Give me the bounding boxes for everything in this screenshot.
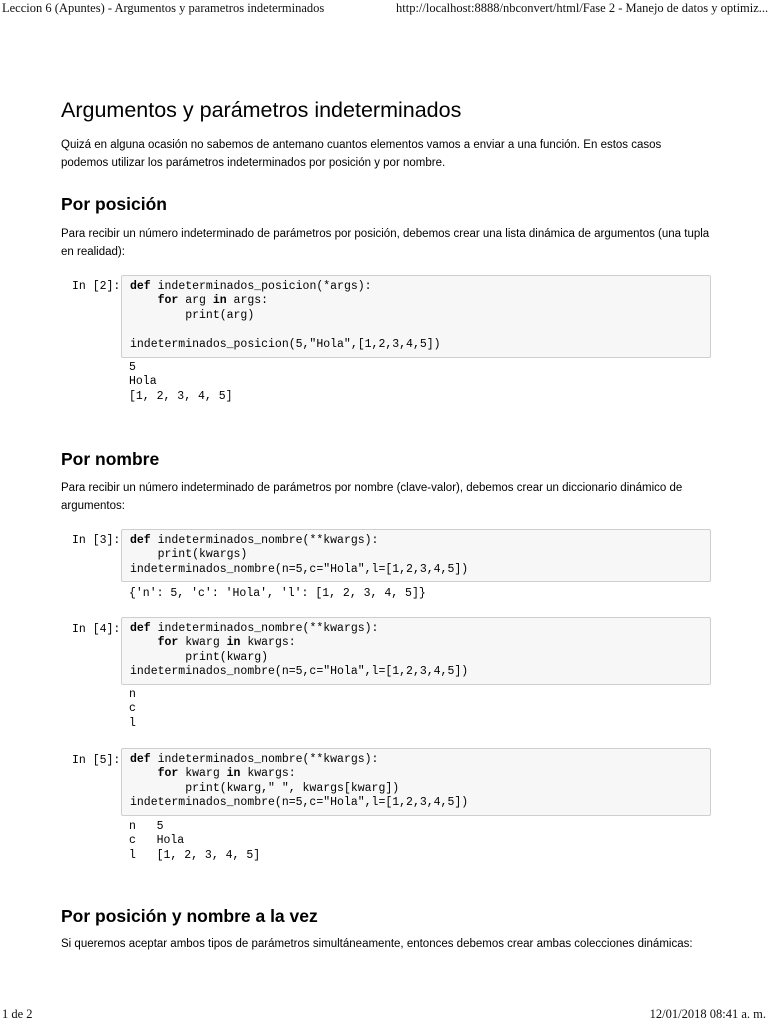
code-text: print(kwargs) [130,548,248,562]
code-keyword: in [226,636,241,650]
page-number: 1 de 2 [2,1007,33,1021]
code-text [130,767,158,780]
code-text: kwargs: [240,636,296,650]
section-heading-nombre: Por nombre [61,449,160,469]
output-line: Hola [129,375,157,389]
code-cell[interactable] [121,617,711,685]
print-header-url: http://localhost:8888/nbconvert/html/Fase 2 - Manejo de datos y optimiz... [396,1,768,15]
code-block[interactable] [130,753,702,811]
code-block[interactable] [130,534,702,577]
intro-paragraph: Quizá en alguna ocasión no sabemos de antemano cuantos elementos vamos a enviar a una función. En estos casos podemos utilizar los parámetros indeterminados por posición y por nombre. [61,139,662,169]
output-line: c Hola [129,834,185,848]
output-line: 5 [129,361,136,374]
code-text [130,636,158,649]
section-text-nombre: Para recibir un número indeterminado de parámetros por nombre (clave-valor), debemos crear un diccionario dinámico de argumentos: [61,482,683,512]
input-prompt: In [5]: [72,754,121,767]
input-prompt: In [2]: [72,280,121,293]
section-text-posicion: Para recibir un número indeterminado de parámetros por posición, debemos crear una lista dinámica de argumentos (una tupla en realidad): [61,228,710,258]
code-text: indeterminados_posicion(*args): [150,280,372,293]
section-text-ambos: Si queremos aceptar ambos tipos de parámetros simultáneamente, entonces debemos crear ambas colecciones dinámicas: [61,938,693,950]
cell-output [129,587,426,601]
output-line: n 5 [129,820,164,833]
code-text: kwargs: [240,767,296,781]
output-line: [1, 2, 3, 4, 5] [129,389,233,403]
input-prompt: In [4]: [72,623,121,636]
code-text [130,294,158,307]
code-cell[interactable] [121,748,711,816]
code-keyword: def [130,753,151,766]
output-line: c [129,702,136,716]
code-text: indeterminados_nombre(**kwargs): [150,622,379,635]
code-cell[interactable] [121,275,711,358]
print-header [0,0,768,18]
output-line: l [129,716,136,730]
code-text: indeterminados_nombre(**kwargs): [150,534,379,547]
code-text: args: [226,294,269,308]
cell-output [129,820,260,863]
page-title: Argumentos y parámetros indeterminados [61,98,462,122]
cell-output [129,688,136,731]
code-text: kwarg [178,767,227,781]
code-block[interactable] [130,622,702,680]
code-text: print(arg) [130,308,255,322]
output-line: {'n': 5, 'c': 'Hola', 'l': [1, 2, 3, 4, 5]} [129,587,426,600]
code-keyword: in [212,294,227,308]
code-keyword: def [130,622,151,635]
output-line: n [129,688,136,701]
code-cell[interactable] [121,529,711,582]
code-text: indeterminados_posicion(5,"Hola",[1,2,3,4,5]) [130,337,441,351]
code-text: arg [178,294,213,308]
code-text: indeterminados_nombre(**kwargs): [150,753,379,766]
code-text: kwarg [178,636,227,650]
code-text: indeterminados_nombre(n=5,c="Hola",l=[1,2,3,4,5]) [130,562,469,576]
print-footer [0,1006,768,1024]
print-datetime: 12/01/2018 08:41 a. m. [649,1007,766,1021]
code-keyword: for [157,294,179,308]
code-block[interactable] [130,280,702,352]
print-header-title: Leccion 6 (Apuntes) - Argumentos y parametros indeterminados [2,1,325,15]
code-keyword: for [157,636,179,650]
code-text: indeterminados_nombre(n=5,c="Hola",l=[1,2,3,4,5]) [130,665,469,679]
code-text: indeterminados_nombre(n=5,c="Hola",l=[1,2,3,4,5]) [130,796,469,810]
output-line: l [1, 2, 3, 4, 5] [129,848,261,862]
code-keyword: in [226,767,241,781]
section-heading-ambos: Por posición y nombre a la vez [61,906,318,926]
input-prompt: In [3]: [72,534,121,547]
section-heading-posicion: Por posición [61,194,167,214]
code-keyword: def [130,280,151,293]
code-text: print(kwarg) [130,650,269,664]
cell-output [129,361,233,404]
code-keyword: def [130,534,151,547]
code-keyword: for [157,767,179,781]
code-text: print(kwarg," ", kwargs[kwarg]) [130,781,400,795]
